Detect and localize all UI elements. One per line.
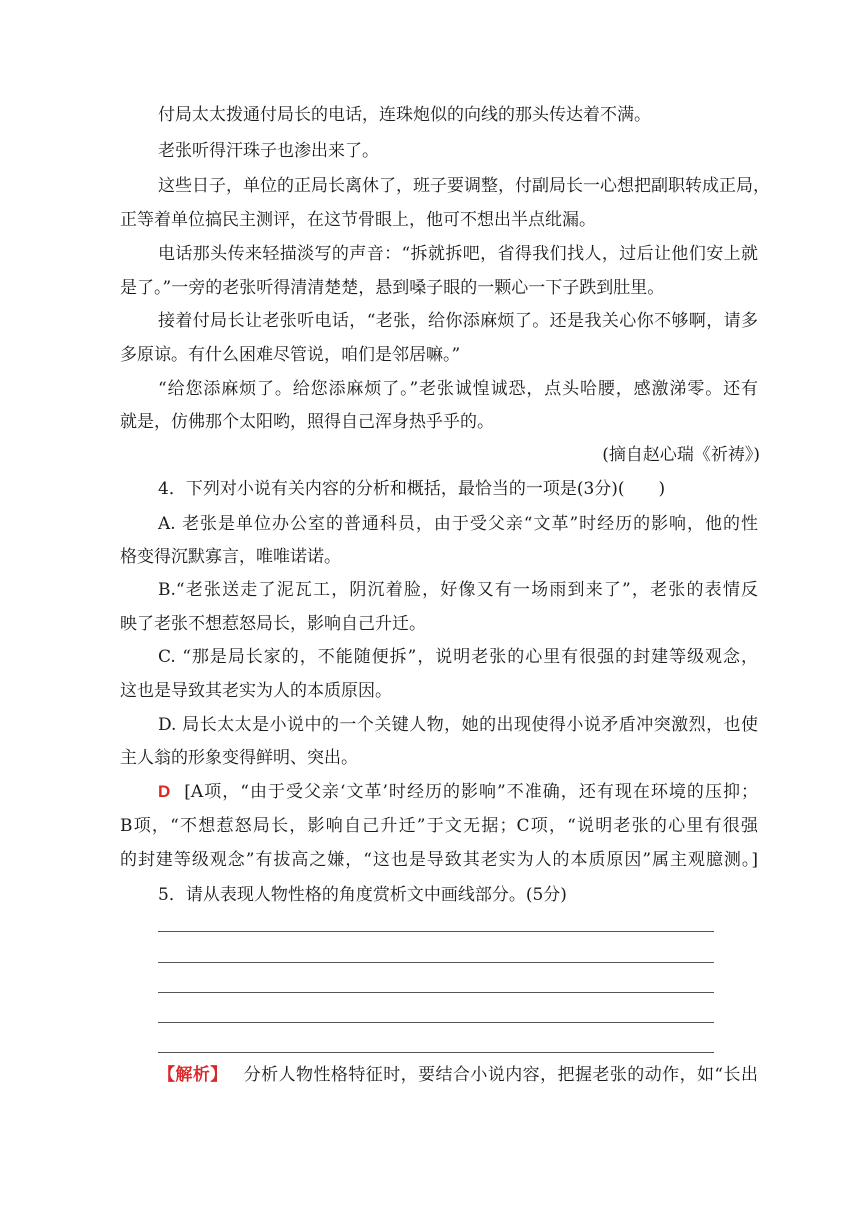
- option-d-line-1: D. 局长太太是小说中的一个关键人物，她的出现使得小说矛盾冲突激烈，也使: [158, 715, 758, 735]
- answer-line-1: [158, 780, 758, 804]
- option-d-line-2: 主人翁的形象变得鲜明、突出。: [120, 748, 358, 768]
- passage-source: (摘自赵心瑞《祈祷》): [602, 445, 760, 465]
- analysis-text: 分析人物性格特征时，要结合小说内容，把握老张的动作，如“长出: [243, 1065, 758, 1085]
- answer-blank-line-5[interactable]: [158, 1052, 714, 1053]
- passage-line-7: 接着付局长让老张听电话，“老张，给你添麻烦了。还是我关心你不够啊，请多: [158, 311, 758, 331]
- passage-line-4: 正等着单位搞民主测评，在这节骨眼上，他可不想出半点纰漏。: [120, 210, 596, 230]
- option-a-line-1: A. 老张是单位办公室的普通科员，由于受父亲“文革”时经历的影响，他的性: [158, 514, 758, 534]
- answer-blank-line-3[interactable]: [158, 992, 714, 993]
- passage-line-1: 付局太太拨通付局长的电话，连珠炮似的向线的那头传达着不满。: [158, 105, 651, 125]
- answer-letter: D: [158, 782, 171, 801]
- option-b-line-2: 映了老张不想惹怒局长，影响自己升迁。: [120, 614, 426, 634]
- explanation-line-3: 的封建等级观念”有拔高之嫌，“这也是导致其老实为人的本质原因”属主观臆测。]: [120, 850, 758, 870]
- passage-line-6: 是了。”一旁的老张听得清清楚楚，悬到嗓子眼的一颗心一下子跌到肚里。: [120, 278, 665, 298]
- passage-line-5: 电话那头传来轻描淡写的声音：“拆就拆吧，省得我们找人，过后让他们安上就: [158, 244, 758, 264]
- explanation-line-2: B项，“不想惹怒局长，影响自己升迁”于文无据；C项，“说明老张的心里有很强: [120, 816, 758, 836]
- passage-line-10: 就是，仿佛那个太阳哟，照得自己浑身热乎乎的。: [120, 412, 494, 432]
- answer-blank-line-2[interactable]: [158, 962, 714, 963]
- option-a-line-2: 格变得沉默寡言，唯唯诺诺。: [120, 547, 341, 567]
- question-4-stem: 4．下列对小说有关内容的分析和概括，最恰当的一项是(3分)( ): [158, 479, 666, 499]
- question-5-stem: 5．请从表现人物性格的角度赏析文中画线部分。(5分): [158, 885, 567, 905]
- option-c-line-1: C. “那是局长家的，不能随便拆”，说明老张的心里有很强的封建等级观念，: [158, 647, 758, 667]
- passage-line-2: 老张听得汗珠子也渗出来了。: [158, 141, 379, 161]
- passage-line-3: 这些日子，单位的正局长离休了，班子要调整，付副局长一心想把副职转成正局，: [158, 176, 770, 196]
- explanation-line-1: [A项，“由于受父亲‘文革’时经历的影响”不准确，还有现在环境的压抑；: [184, 782, 758, 802]
- option-b-line-1: B.“老张送走了泥瓦工，阴沉着脸，好像又有一场雨到来了”，老张的表情反: [158, 580, 758, 600]
- answer-blank-line-4[interactable]: [158, 1022, 714, 1023]
- option-c-line-2: 这也是导致其老实为人的本质原因。: [120, 681, 392, 701]
- analysis-line: [158, 1063, 758, 1087]
- passage-line-9: “给您添麻烦了。给您添麻烦了。”老张诚惶诚恐，点头哈腰，感激涕零。还有: [158, 379, 758, 399]
- passage-line-8: 多原谅。有什么困难尽管说，咱们是邻居嘛。”: [120, 345, 461, 365]
- answer-blank-line-1[interactable]: [158, 931, 714, 932]
- analysis-label: 【解析】: [158, 1065, 228, 1085]
